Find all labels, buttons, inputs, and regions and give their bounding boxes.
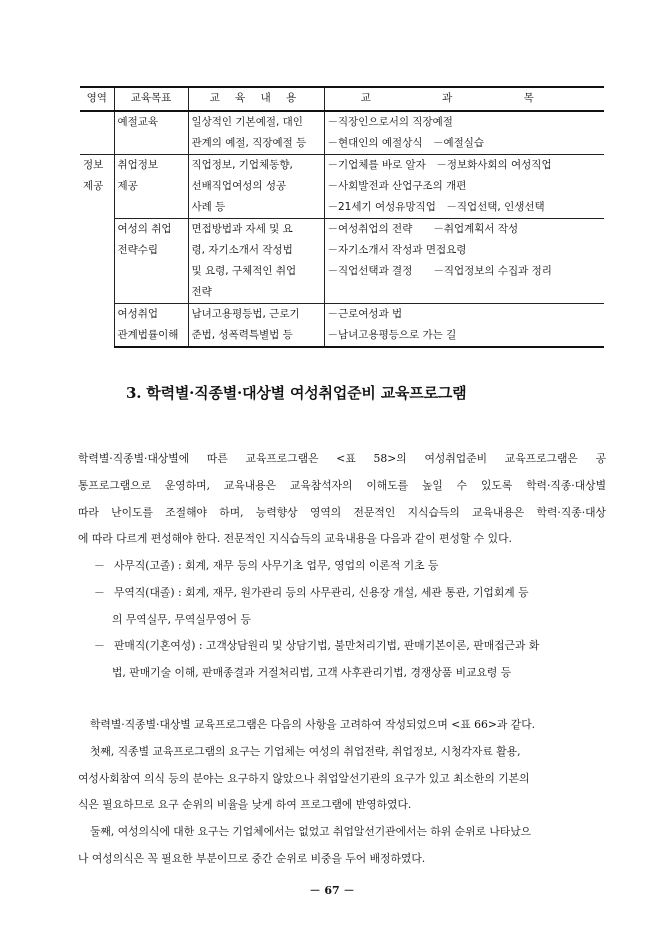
cell-line: －근로여성과 법: [327, 308, 403, 320]
cell-line: 관계의 예절, 직장예절 등: [191, 137, 307, 149]
table-cell-goal: [114, 111, 188, 155]
cell-line: 면접방법과 자세 및 요: [191, 223, 293, 235]
table-cell-area: [80, 111, 114, 155]
table-cell-goal: [114, 155, 188, 219]
header-content: 교 육 내 용: [188, 87, 324, 111]
cell-line: 예절교육: [117, 116, 159, 128]
cell-line: －현대인의 예절상식 －예절실습: [327, 137, 485, 149]
cell-line: 취업정보: [117, 159, 159, 171]
page-number: － 67 －: [309, 884, 355, 897]
cell-line: 령, 자기소개서 작성법: [191, 244, 293, 256]
text-line: 에 따라 다르게 편성해야 한다. 전문적인 지식습득의 교육내용을 다음과 같이 편성할 수 있다.: [78, 532, 512, 546]
table-cell-area: [80, 155, 114, 219]
bullet-first-line: [78, 553, 606, 580]
bullet-first-line: [78, 633, 606, 660]
cell-line: －사회발전과 산업구조의 개편: [327, 180, 467, 192]
table-cell-area: [80, 219, 114, 304]
section-title: 3. 학력별·직종별·대상별 여성취업준비 교육프로그램: [126, 384, 467, 402]
cell-line: －기업체를 바로 알자 －정보화사회의 여성직업: [327, 159, 552, 171]
table-cell-content: [188, 155, 324, 219]
cell-line: 준법, 성폭력특별법 등: [191, 329, 293, 341]
bullet-item: [78, 553, 606, 580]
table-cell-subjects: [324, 304, 604, 348]
cell-line: 여성취업: [117, 308, 159, 320]
bullet-dash: －: [94, 639, 105, 653]
bullet-text: 판매직(기혼여성) : 고객상담원리 및 상담기법, 불만처리기법, 판매기본이론, 판매접근과 화: [114, 639, 540, 653]
cell-line: 전략: [191, 286, 212, 298]
table-row: [80, 219, 604, 304]
text-line: 둘째, 여성의식에 대한 요구는 기업체에서는 없었고 취업알선기관에서는 하위 순위로 나타났으: [90, 825, 532, 839]
cell-line: －여성취업의 전략 －취업계획서 작성: [327, 223, 519, 235]
curriculum-table: [80, 86, 604, 348]
table-cell-subjects: [324, 219, 604, 304]
bullet-dash: －: [94, 559, 105, 572]
text-line: 학력별·직종별·대상별에 따른 교육프로그램은 <표 58>의 여성취업준비 교육프로그램은 공: [78, 452, 606, 465]
cell-line: 남녀고용평등법, 근로기: [191, 308, 300, 320]
cell-line: －직장인으로서의 직장예절: [327, 116, 453, 128]
header-goal: 교육목표: [114, 87, 188, 111]
cell-line: 관계법률이해: [117, 329, 179, 341]
table-cell-goal: [114, 219, 188, 304]
table-cell-subjects: [324, 111, 604, 155]
bullet-continuation: 의 무역실무, 무역실무영어 등: [112, 612, 251, 626]
cell-line: 일상적인 기본예절, 대인: [191, 116, 303, 128]
table-row: [80, 304, 604, 348]
cell-line: －직업선택과 결정 －직업정보의 수집과 정리: [327, 265, 552, 277]
cell-line: 제공: [83, 180, 104, 192]
header-subjects: 교 과 목: [324, 87, 604, 111]
bullet-item: [78, 633, 606, 687]
table-cell-content: [188, 111, 324, 155]
cell-line: 직업정보, 기업체동향,: [191, 159, 293, 171]
text-line: 따라 난이도를 조절해야 하며, 능력향상 영역의 전문적인 지식습득의 교육내용은 학력·직종·대상: [78, 505, 606, 519]
paragraph-intro: [78, 446, 606, 553]
cell-line: －자기소개서 작성과 면접요령: [327, 244, 467, 256]
cell-line: 전략수립: [117, 244, 159, 256]
paragraph-considerations: [78, 712, 606, 873]
header-area: 영역: [80, 87, 114, 111]
text-line: 나 여성의식은 꼭 필요한 부분이므로 중간 순위로 비중을 두어 배정하였다.: [78, 851, 426, 865]
cell-line: 선배직업여성의 성공: [191, 180, 287, 192]
table-row: [80, 155, 604, 219]
bullet-text: 무역직(대졸) : 회계, 재무, 원가관리 등의 사무관리, 신용장 개설, 세관 통관, 기업회계 등: [114, 585, 529, 599]
bullet-item: [78, 580, 606, 634]
text-line: 여성사회참여 의식 등의 분야는 요구하지 않았으나 취업알선기관의 요구가 있고 최소한의 기본의: [78, 771, 530, 785]
bullet-continuation: 법, 판매기술 이해, 판매종결과 거절처리법, 고객 사후관리기법, 경쟁상품 비교요령 등: [112, 666, 512, 680]
bullet-list: [78, 553, 606, 687]
bullet-first-line: [78, 580, 606, 607]
text-line: 식은 필요하므로 요구 순위의 비율을 낮게 하여 프로그램에 반영하였다.: [78, 798, 412, 812]
cell-line: 제공: [117, 180, 138, 192]
table-cell-subjects: [324, 155, 604, 219]
cell-line: 사례 등: [191, 201, 226, 213]
cell-line: 정보: [83, 159, 104, 171]
text-line: 학력별·직종별·대상별 교육프로그램은 다음의 사항을 고려하여 작성되었으며 <표 66>과 같다.: [90, 718, 536, 731]
bullet-dash: －: [94, 585, 105, 599]
table-row: [80, 111, 604, 155]
text-line: 첫째, 직종별 교육프로그램의 요구는 기업체는 여성의 취업전략, 취업정보, 시청각자료 활용,: [90, 744, 521, 758]
text-line: 통프로그램으로 운영하며, 교육내용은 교육참석자의 이해도를 높일 수 있도록 학력·직종·대상별: [78, 478, 606, 492]
cell-line: 및 요령, 구체적인 취업: [191, 265, 297, 277]
table-cell-content: [188, 304, 324, 348]
table-cell-content: [188, 219, 324, 304]
cell-line: －21세기 여성유망직업 －직업선택, 인생선택: [327, 201, 545, 213]
table-cell-goal: [114, 304, 188, 348]
cell-line: －남녀고용평등으로 가는 길: [327, 329, 457, 341]
table-cell-area: [80, 304, 114, 348]
bullet-text: 사무직(고졸) : 회계, 재무 등의 사무기초 업무, 영업의 이론적 기초 등: [114, 559, 439, 572]
table-header-row: [80, 87, 604, 111]
cell-line: 여성의 취업: [117, 223, 172, 235]
